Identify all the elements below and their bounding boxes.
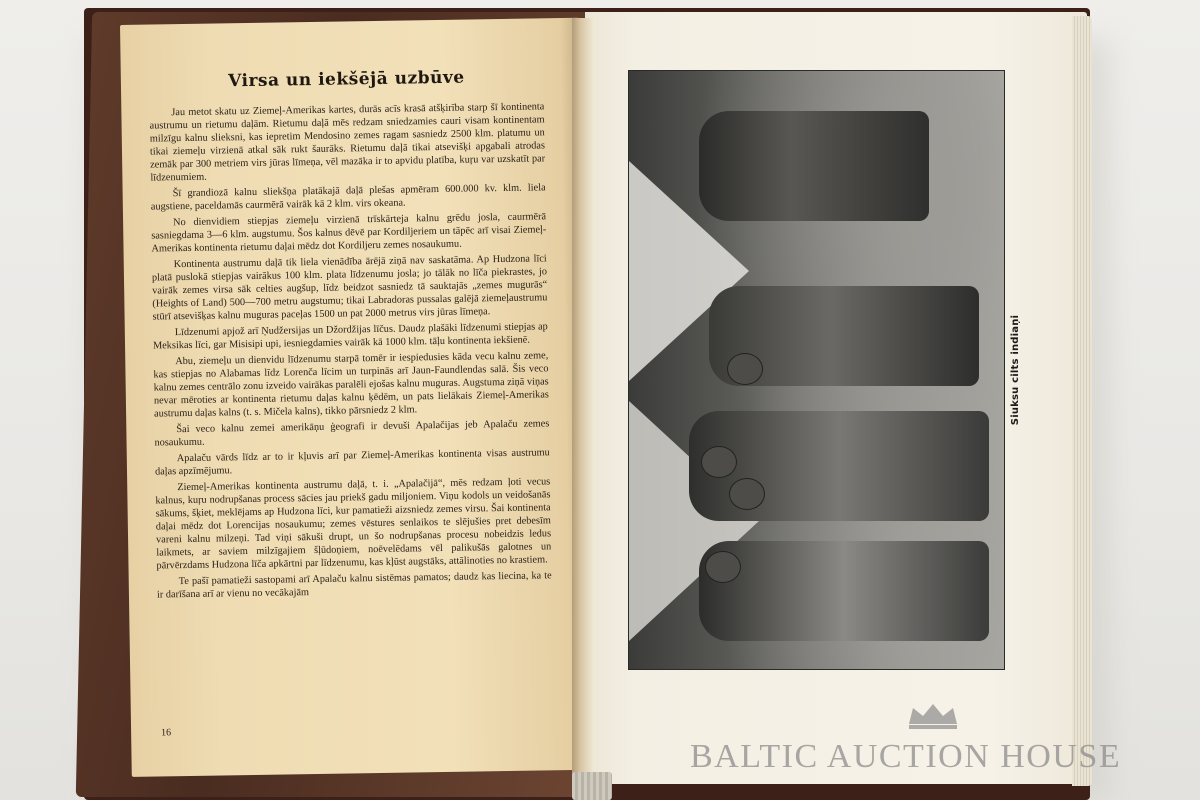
photo-caption: Siuksu cilts indiaņi [1010,314,1021,426]
body-text [149,100,552,601]
book-gutter [572,18,594,796]
left-page [120,18,590,777]
person-face [701,446,737,478]
paragraph: Šī grandiozā kalnu sliekšņa platākajā daļā plešas apmēram 600.000 kv. klm. liela augstiene, paceldamās caurmērā vairāk kā 2 klm. virs okeana. [150,182,546,213]
person-figure [699,111,929,221]
person-face [705,551,741,583]
bookmark-ribbon [572,772,612,800]
person-figure [699,541,989,641]
person-face [727,353,763,385]
paragraph: Apalaču vārds līdz ar to ir kļuvis arī par Ziemeļ-Amerikas kontinenta visas austrumu daļas apzīmējumu. [154,447,550,478]
page-edges [1072,16,1092,786]
paragraph: Kontinenta austrumu daļā tik liela vienādība ārējā ziņā nav saskatāma. Ap Hudzona līci platā puslokā stiepjas vairākus 100 klm. plata līdzenumu josla; jo tālāk no līča piekrastes, jo vairāk zemes virsa sāk celties augšup, līdz beidzot sasniedz tā sauktajās „zemes mugurās“ (Heights of Land) 500—700 metru augstumu; tikai Labradoras pussalas galējā ziemeļaustrumu stūrī atsevišķas kalnu muguras paceļas 1500 un pat 2000 metrus virs jūras līmeņa. [151,253,548,323]
paragraph: Jau metot skatu uz Ziemeļ-Amerikas kartes, durās acīs krasā atšķirība starp šī kontinenta austrumu un rietumu daļām. Rietumu daļā mēs redzam sniedzamies cauri visam kontinentam milzīgu kalnu slieksni, kas iepretim Mendosino zemes ragam sasniedz 2500 klm. platumu un tikai ziemeļu virzienā atkal sāk rukt šaurāks. Rietumu daļā tikai atsevišķi apgabali atrodas zemāk par 300 metriem virs jūras līmeņa, vēl mazāka ir to apvidu platība, kuŗu var uzskatīt par līdzenumiem. [149,101,546,184]
page-heading: Virsa un iekšējā uzbūve [228,67,465,92]
crown-icon [905,700,961,730]
paragraph: Abu, ziemeļu un dienvidu līdzenumu starpā tomēr ir iespiedusies kāda vecu kalnu zeme, kas stiepjas no Alabamas līdz Lorenča līcim un turpinās arī Jaun-Faundlendas salā. Šis veco kalnu zemes centrālo zonu izveido vairākas paralēli ejošas kalnu muguras. Augstuma ziņā viņas nevar mēroties ar kontinenta rietumu daļas kalnu ķēdēm, un pats lielākais Ziemeļ-Amerikas austrumu daļas kalns (t. s. Mičela kalns), tikko pārsniedz 2 klm. [153,350,549,420]
photograph [628,70,1005,670]
page-number: 16 [161,727,172,739]
paragraph: Līdzenumi apjož arī Ņudžersijas un Džordžijas līčus. Daudz plašāki līdzenumi stiepjas ap Meksikas līci, gar Misisipi upi, iesniegdamies vairāk kā 1000 klm. tāļu kontinenta iekšienē. [152,321,548,352]
watermark-text: BALTIC AUCTION HOUSE [690,738,1122,775]
left-page-content [149,66,552,604]
paragraph: Šai veco kalnu zemei amerikāņu ģeografi ir devuši Apalačijas jeb Apalaču zemes nosaukumu. [154,418,550,449]
person-face [729,478,765,510]
paragraph: Te pašī pamatieži sastopami arī Apalaču kalnu sistēmas pamatos; daudz kas liecina, ka te ir darīšana arī ar vienu no vecākajām [156,570,552,601]
paragraph: No dienvidiem stiepjas ziemeļu virzienā trīskārteja kalnu grēdu josla, caurmērā sasniegdama 3—6 klm. augstumu. Šos kalnus dēvē par Kordiljeriem un tāpēc arī visai Ziemeļ-Amerikas kontinenta rietumu daļai mēdz dot Kordiljeru zemes nosaukumu. [151,211,547,255]
paragraph: Ziemeļ-Amerikas kontinenta austrumu daļā, t. i. „Apalačijā“, mēs redzam ļoti vecus kalnus, kuŗu nodrupšanas process sācies jau priekš gadu miljoniem. Viņu kodols un veidošanās sākums, šķiet, meklējams ap Hudzona līci, kur pamatieži aizsniedz zemes virsu. Šai kontinenta daļai mēdz dot Lorencijas nosaukumu; zemes vēstures senlaikos te slējušies pret debesīm vareni kalnu milzeņi. Tad viņi sākuši drupt, un šo nodrupšanas procesu nobeidzis ledus laikmets, ar saviem milzīgajiem šļūdoņiem, noēvelēdams vēl palikušās galotnes un pārvērzdams Hudzona līča apkārtni par līdzenumu, kas kļūst augstāks, attālinoties no krastiem. [155,476,552,572]
